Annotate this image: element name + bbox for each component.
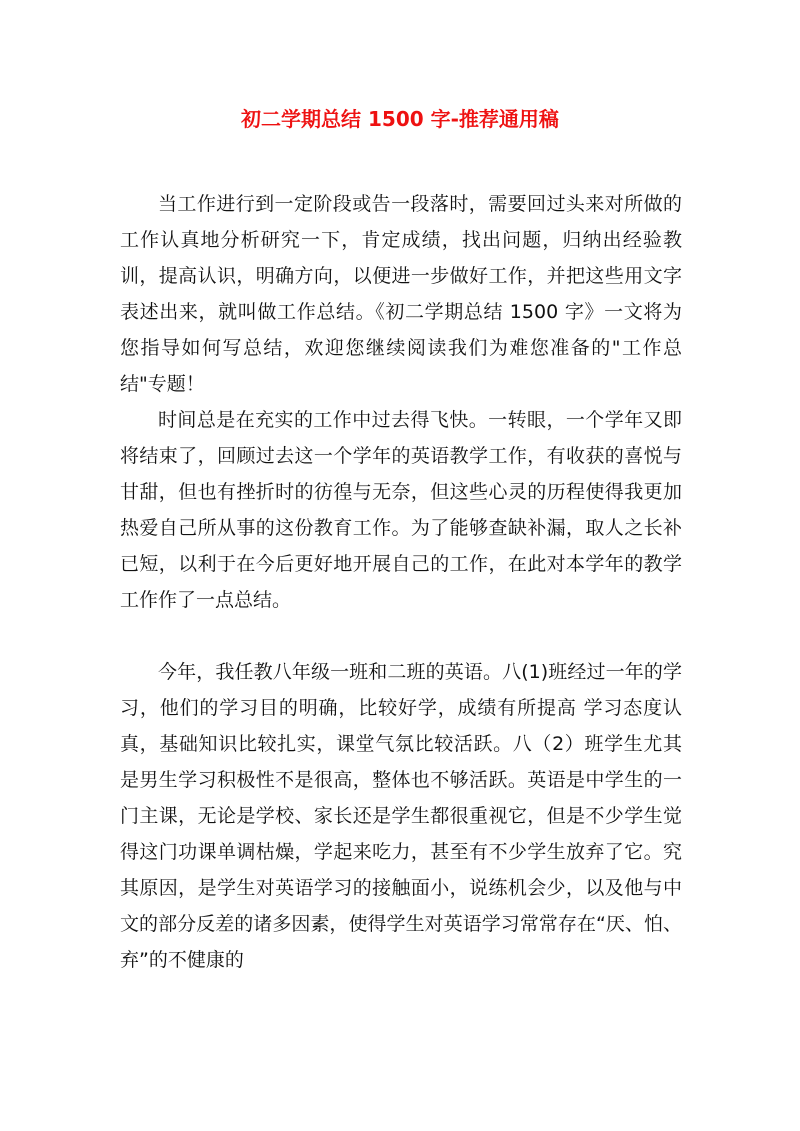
paragraph-class-situation: 今年，我任教八年级一班和二班的英语。八(1)班经过一年的学习，他们的学习目的明确，比较好学，成绩有所提高 学习态度认真，基础知识比较扎实，课堂气氛比较活跃。八（2）班学生尤其是男生学习积极性不是很高，整体也不够活跃。英语是中学生的一门主课，无论是学校、家长还是学生都很重视它，但是不少学生觉得这门功课单调枯燥，学起来吃力，甚至有不少学生放弃了它。究其原因，是学生对英语学习的接触面小，说练机会少，以及他与中文的部分反差的诸多因素，使得学生对英语学习常常存在“厌、怕、弃”的不健康的 <box>120 661 682 971</box>
paragraph-intro: 当工作进行到一定阶段或告一段落时，需要回过头来对所做的工作认真地分析研究一下，肯定成绩，找出问题，归纳出经验教训，提高认识，明确方向，以便进一步做好工作，并把这些用文字表述出来，就叫做工作总结。《初二学期总结 1500 字》一文将为您指导如何写总结，欢迎您继续阅读我们为难您准备的"工作总结"专题！ <box>120 193 682 395</box>
document-title: 初二学期总结 1500 字-推荐通用稿 <box>241 107 559 131</box>
paragraph-spacer <box>120 618 682 654</box>
paragraph-time-review: 时间总是在充实的工作中过去得飞快。一转眼，一个学年又即将结束了，回顾过去这一个学年的英语教学工作，有收获的喜悦与甘甜，但也有挫折时的彷徨与无奈，但这些心灵的历程使得我更加热爱自己所从事的这份教育工作。为了能够查缺补漏，取人之长补已短，以利于在今后更好地开展自己的工作，在此对本学年的教学工作作了一点总结。 <box>120 409 682 611</box>
document-body <box>120 186 682 978</box>
